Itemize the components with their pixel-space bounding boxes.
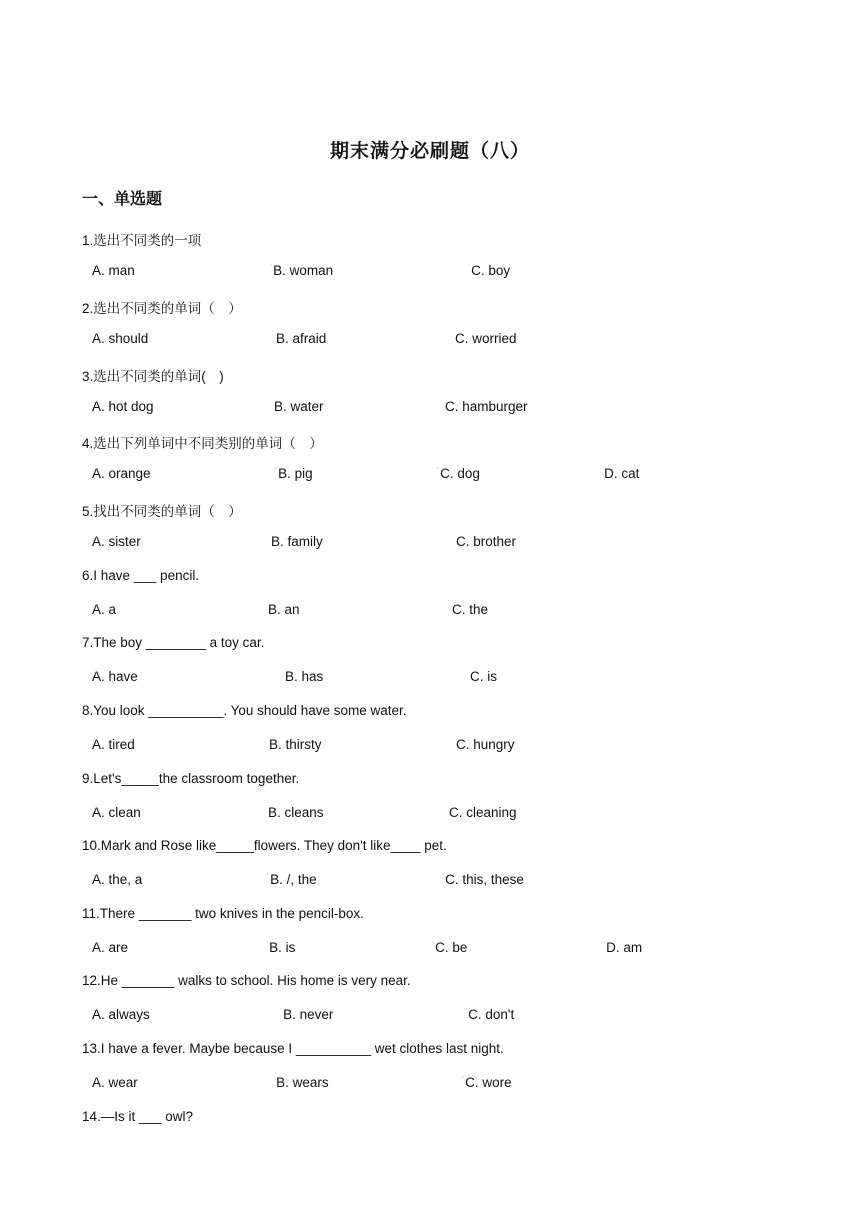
question-2-option-a[interactable] — [92, 331, 148, 346]
option-marker-icon: ◦ — [270, 263, 273, 269]
question-1-option-c[interactable] — [468, 263, 510, 278]
question-10: 10.Mark and Rose like_____flowers. They don't like____ pet. — [82, 838, 447, 853]
option-label: C. hamburger — [445, 399, 528, 414]
question-12-option-a[interactable] — [92, 1007, 150, 1022]
option-label: A. orange — [92, 466, 151, 481]
option-label: C. the — [452, 602, 489, 617]
option-label: C. dog — [440, 466, 480, 481]
question-14: 14.—Is it ___ owl? — [82, 1109, 194, 1124]
option-label: B. water — [274, 399, 324, 414]
question-3-option-c[interactable] — [445, 399, 528, 414]
question-8-option-c[interactable] — [456, 737, 515, 752]
question-9: 9.Let's_____the classroom together. — [82, 771, 300, 786]
question-6-option-b[interactable] — [268, 602, 300, 617]
question-2-option-c[interactable] — [455, 331, 517, 346]
option-label: C. cleaning — [449, 805, 517, 820]
question-11-option-b[interactable] — [266, 940, 295, 955]
question-9-option-b[interactable] — [268, 805, 324, 820]
question-8-option-b[interactable] — [269, 737, 322, 752]
question-4-option-a[interactable] — [92, 466, 151, 481]
option-marker-icon: ◦ — [468, 263, 471, 269]
question-8-option-a[interactable] — [92, 737, 135, 752]
question-13: 13.I have a fever. Maybe because I __________ wet clothes last night. — [82, 1041, 504, 1056]
option-label: C. brother — [456, 534, 517, 549]
option-label: A. have — [92, 669, 138, 684]
option-label: B. an — [268, 602, 300, 617]
question-1-option-b[interactable] — [270, 263, 333, 278]
option-label: A. the, a — [92, 872, 143, 887]
option-label: B. woman — [273, 263, 334, 278]
section-heading: 一、单选题 — [82, 191, 163, 208]
option-label: C. worried — [455, 331, 517, 346]
option-label: A. are — [92, 940, 129, 955]
option-marker-icon: ◦ — [603, 940, 606, 946]
option-label: D. am — [606, 940, 643, 955]
option-label: B. afraid — [276, 331, 327, 346]
question-12: 12.He _______ walks to school. His home is very near. — [82, 973, 411, 988]
question-13-option-b[interactable] — [273, 1075, 329, 1090]
option-label: A. should — [92, 331, 149, 346]
option-label: B. thirsty — [269, 737, 322, 752]
option-label: B. family — [271, 534, 323, 549]
question-5: 5.找出不同类的单词（ ） — [82, 504, 242, 519]
option-label: C. this, these — [445, 872, 524, 887]
option-label: A. a — [92, 602, 117, 617]
question-7-option-b[interactable] — [285, 669, 323, 684]
option-marker-icon: ◦ — [465, 1007, 468, 1013]
page-title: 期末满分必刷题（八） — [329, 141, 530, 162]
question-7: 7.The boy ________ a toy car. — [82, 635, 265, 650]
option-label: A. wear — [92, 1075, 138, 1090]
option-label: B. has — [285, 669, 324, 684]
question-3-option-b[interactable] — [274, 399, 324, 414]
option-label: B. /, the — [270, 872, 317, 887]
option-marker-icon: ◦ — [437, 466, 440, 472]
option-label: B. wears — [276, 1075, 329, 1090]
question-10-option-c[interactable] — [442, 872, 524, 887]
option-label: C. boy — [471, 263, 511, 278]
question-5-option-c[interactable] — [456, 534, 516, 549]
option-marker-icon: ◦ — [266, 940, 269, 946]
option-label: A. clean — [92, 805, 141, 820]
option-marker-icon: ◦ — [273, 1075, 276, 1081]
question-5-option-a[interactable] — [92, 534, 141, 549]
option-label: B. is — [269, 940, 296, 955]
option-label: B. never — [283, 1007, 334, 1022]
question-2: 2.选出不同类的单词（ ） — [82, 301, 242, 316]
question-11-option-a[interactable] — [92, 940, 128, 955]
question-6-option-a[interactable] — [92, 602, 116, 617]
option-marker-icon: ◦ — [442, 872, 445, 878]
question-11-option-c[interactable] — [432, 940, 467, 955]
option-label: A. hot dog — [92, 399, 154, 414]
option-label: C. hungry — [456, 737, 515, 752]
question-7-option-a[interactable] — [92, 669, 138, 684]
option-label: A. man — [92, 263, 135, 278]
question-4-option-c[interactable] — [437, 466, 480, 481]
option-label: A. always — [92, 1007, 150, 1022]
question-9-option-a[interactable] — [92, 805, 141, 820]
question-13-option-c[interactable] — [462, 1075, 512, 1090]
option-label: C. wore — [465, 1075, 512, 1090]
question-7-option-c[interactable] — [470, 669, 497, 684]
question-12-option-b[interactable] — [280, 1007, 333, 1022]
question-3-option-a[interactable] — [92, 399, 154, 414]
option-marker-icon: ◦ — [601, 466, 604, 472]
question-4: 4.选出下列单词中不同类别的单词（ ） — [82, 436, 323, 451]
question-8: 8.You look __________. You should have some water. — [82, 703, 407, 718]
question-5-option-b[interactable] — [271, 534, 323, 549]
option-label: B. cleans — [268, 805, 324, 820]
question-2-option-b[interactable] — [276, 331, 326, 346]
option-marker-icon: ◦ — [267, 872, 270, 878]
question-1-option-a[interactable] — [92, 263, 135, 278]
question-9-option-c[interactable] — [449, 805, 517, 820]
option-label: B. pig — [278, 466, 313, 481]
question-3: 3.选出不同类的单词( ) — [82, 369, 224, 384]
option-marker-icon: ◦ — [462, 1075, 465, 1081]
question-4-option-b[interactable] — [275, 466, 313, 481]
question-10-option-a[interactable] — [92, 872, 142, 887]
question-6: 6.I have ___ pencil. — [82, 568, 200, 583]
option-label: D. cat — [604, 466, 640, 481]
option-label: C. don't — [468, 1007, 515, 1022]
question-10-option-b[interactable] — [267, 872, 317, 887]
question-11-option-d[interactable] — [603, 940, 642, 955]
option-marker-icon: ◦ — [275, 466, 278, 472]
option-label: C. is — [470, 669, 497, 684]
question-12-option-c[interactable] — [465, 1007, 514, 1022]
question-4-option-d[interactable] — [601, 466, 639, 481]
question-11: 11.There _______ two knives in the pencil-box. — [82, 906, 364, 921]
question-13-option-a[interactable] — [92, 1075, 138, 1090]
option-marker-icon: ◦ — [432, 940, 435, 946]
option-label: A. tired — [92, 737, 135, 752]
question-1: 1.选出不同类的一项 — [82, 233, 202, 248]
option-label: C. be — [435, 940, 468, 955]
option-label: A. sister — [92, 534, 141, 549]
option-marker-icon: ◦ — [280, 1007, 283, 1013]
question-6-option-c[interactable] — [452, 602, 488, 617]
